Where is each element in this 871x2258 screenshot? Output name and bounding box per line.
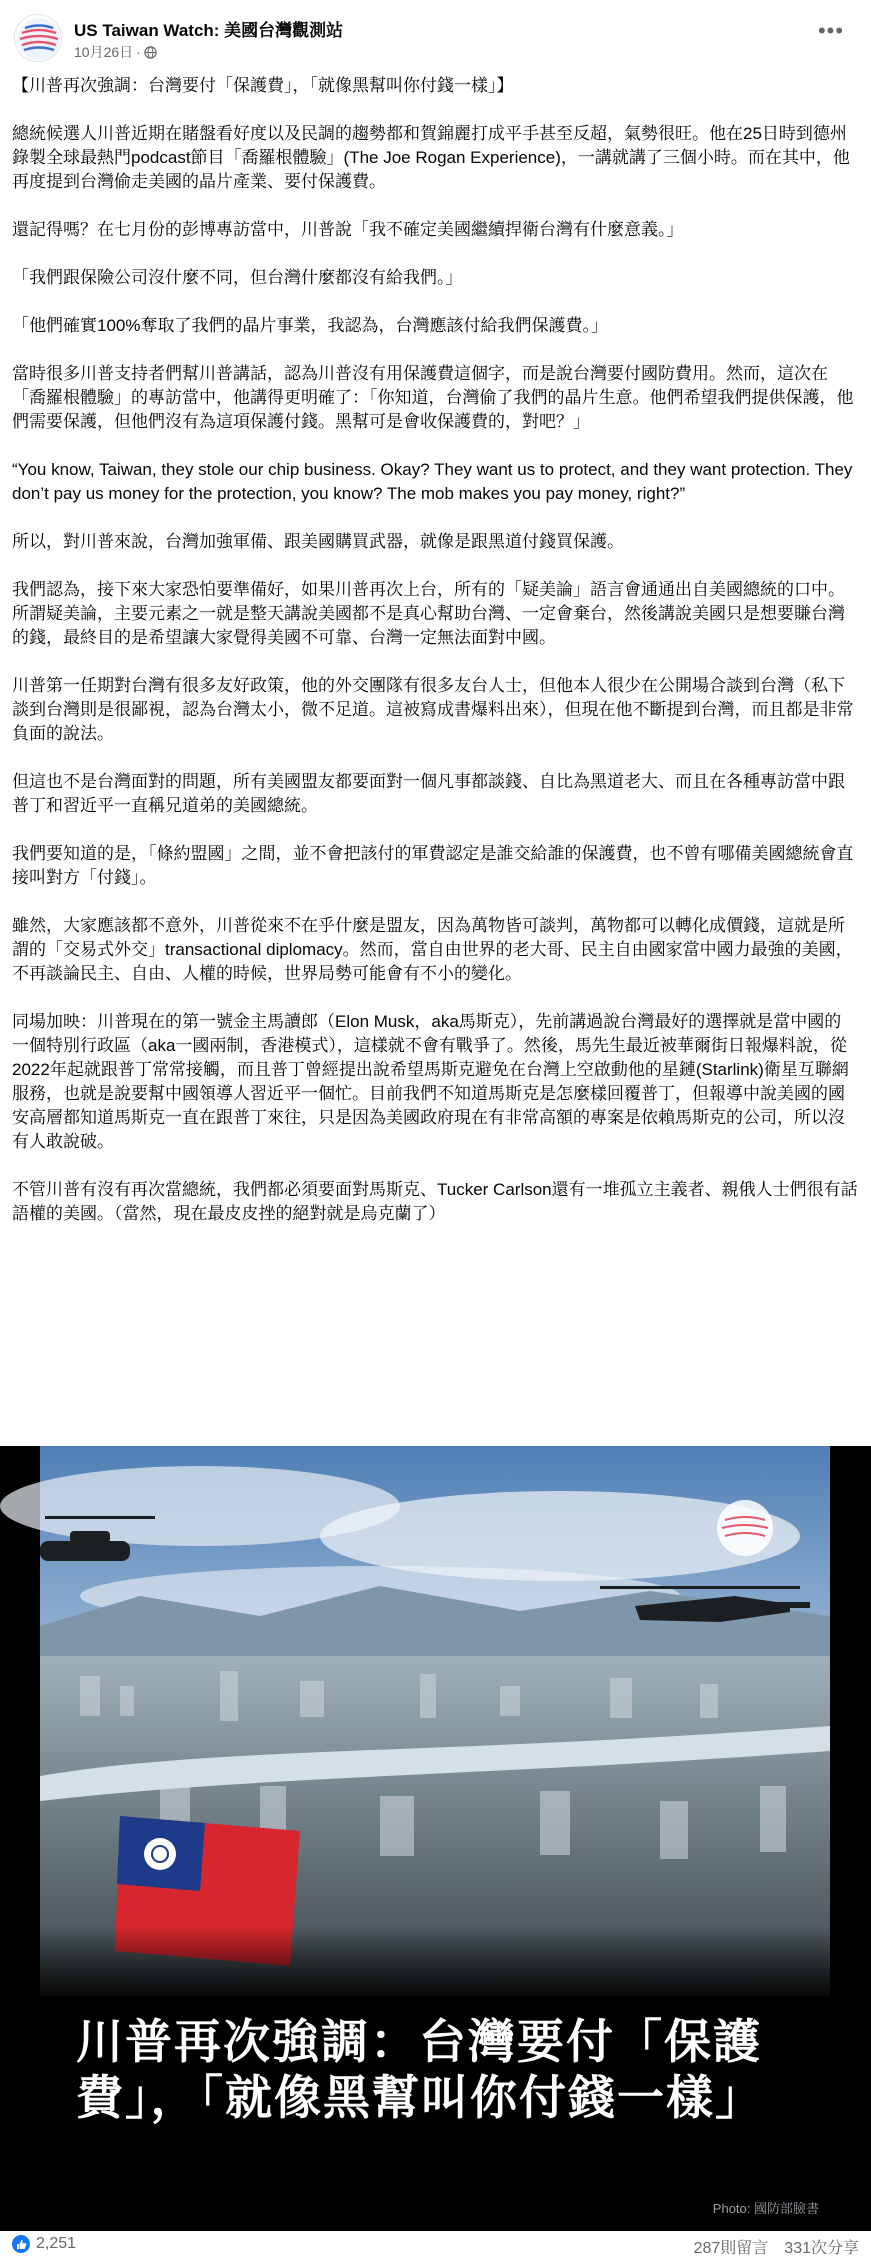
post-date[interactable]: 10月26日	[74, 44, 134, 60]
reaction-count: 2,251	[36, 2235, 77, 2252]
post-paragraph: 「我們跟保險公司沒什麼不同，但台灣什麼都沒有給我們。」	[12, 268, 463, 287]
post-paragraph: 同場加映：川普現在的第一號金主馬讀郎（Elon Musk，aka馬斯克），先前講過說台灣最好的選擇就是當中國的一個特別行政區（aka一國兩制，香港模式），這樣就不會有戰爭了。然後，馬先生最近被華爾街日報爆料說，從2022年起就跟普丁常常接觸，而且普丁曾經提出說希望馬斯克避免在台灣上空啟動他的星鏈(Starlink)衛星互聯網服務，也就是說要幫中國領導人習近平一個忙。目前我們不知道馬斯克是怎麼樣回覆普丁，但報導中說美國的國安高層都知道馬斯克一直在跟普丁來往，只是因為美國政府現在有非常高額的專案是依賴馬斯克的公司，所以沒有人敢說破。	[12, 1012, 849, 1151]
page-avatar[interactable]	[14, 14, 62, 62]
page-name-link[interactable]: US Taiwan Watch: 美國台灣觀測站	[74, 21, 344, 40]
more-options-button[interactable]	[813, 18, 849, 48]
post-paragraph: 我們認為，接下來大家恐怕要準備好，如果川普再次上台，所有的「疑美論」語言會通通出自美國總統的口中。所謂疑美論，主要元素之一就是整天講說美國都不是真心幫助台灣、一定會棄台，然後講說美國只是想要賺台灣的錢，最終目的是希望讓大家覺得美國不可靠、台灣一定無法面對中國。	[12, 580, 845, 647]
post-paragraph: 還記得嗎？在七月份的彭博專訪當中，川普說「我不確定美國繼續捍衛台灣有什麼意義。」	[12, 220, 684, 239]
post-footer	[0, 2231, 871, 2258]
post-paragraph: 當時很多川普支持者們幫川普講話，認為川普沒有用保護費這個字，而是說台灣要付國防費用。然而，這次在「喬羅根體驗」的專訪當中，他講得更明確了：「你知道，台灣偷了我們的晶片生意。他們希望我們提供保護，他們需要保護，但他們沒有為這項保護付錢。黑幫可是會收保護費的，對吧？」	[12, 364, 854, 431]
post-text	[12, 74, 858, 1250]
post-paragraph: 但這也不是台灣面對的問題，所有美國盟友都要面對一個凡事都談錢、自比為黑道老大、而且在各種專訪當中跟普丁和習近平一直稱兄道弟的美國總統。	[12, 772, 845, 815]
post-paragraph: 總統候選人川普近期在賭盤看好度以及民調的趨勢都和賀錦麗打成平手甚至反超，氣勢很旺。他在25日時到德州錄製全球最熱門podcast節目「喬羅根體驗」(The Joe Rogan Experience)，一講就講了三個小時。而在其中，他再度提到台灣偷走美國的晶片產業、要付保護費。	[12, 124, 850, 191]
like-icon	[12, 2235, 30, 2253]
post-headline: 【川普再次強調：台灣要付「保護費」，「就像黑幫叫你付錢一樣」】	[12, 76, 514, 95]
share-count[interactable]: 331次分享	[784, 2240, 859, 2257]
post-paragraph: 所以，對川普來說，台灣加強軍備、跟美國購買武器，就像是跟黑道付錢買保護。	[12, 532, 624, 551]
image-caption: 川普再次強調：台灣要付「保護 費」，「就像黑幫叫你付錢一樣」	[76, 2015, 764, 2126]
post-paragraph: 我們要知道的是，「條約盟國」之間，並不會把該付的軍費認定是誰交給誰的保護費，也不曾有哪備美國總統會直接叫對方「付錢」。	[12, 844, 854, 887]
post-paragraph: 川普第一任期對台灣有很多友好政策，他的外交團隊有很多友台人士，但他本人很少在公開場合談到台灣（私下談到台灣則是很鄙視，認為台灣太小，微不足道。這被寫成書爆料出來），但現在他不斷提到台灣，而且都是非常負面的說法。	[12, 676, 854, 743]
reaction-summary[interactable]	[12, 2235, 76, 2253]
meta-separator: ·	[136, 44, 141, 60]
post-paragraph: 雖然，大家應該都不意外，川普從來不在乎什麼是盟友，因為萬物皆可談判，萬物都可以轉化成價錢，這就是所謂的「交易式外交」transactional diplomacy。然而，當自由世界的老大哥、民主自由國家當中國力最強的美國，不再談論民主、自由、人權的時候，世界局勢可能會有不小的變化。	[12, 916, 853, 983]
post-paragraph: “You know, Taiwan, they stole our chip business. Okay? They want us to protect, and they want protection. They don’t pay us money for the protection, you know? The mob makes you pay money, right?”	[12, 460, 853, 503]
engagement-counts	[694, 2235, 859, 2258]
more-horizontal-icon: •••	[817, 18, 845, 43]
comment-count[interactable]: 287則留言	[693, 2240, 769, 2257]
photo-credit: Photo: 國防部臉書	[712, 2201, 819, 2216]
post-paragraph: 「他們確實100%奪取了我們的晶片事業，我認為，台灣應該付給我們保護費。」	[12, 316, 608, 335]
post-paragraph: 不管川普有沒有再次當總統，我們都必須要面對馬斯克、Tucker Carlson還有一堆孤立主義者、親俄人士們很有話語權的美國。（當然，現在最皮皮挫的絕對就是烏克蘭了）	[12, 1180, 858, 1223]
globe-icon	[144, 46, 157, 59]
post-meta	[74, 42, 157, 62]
post-header	[0, 0, 871, 72]
